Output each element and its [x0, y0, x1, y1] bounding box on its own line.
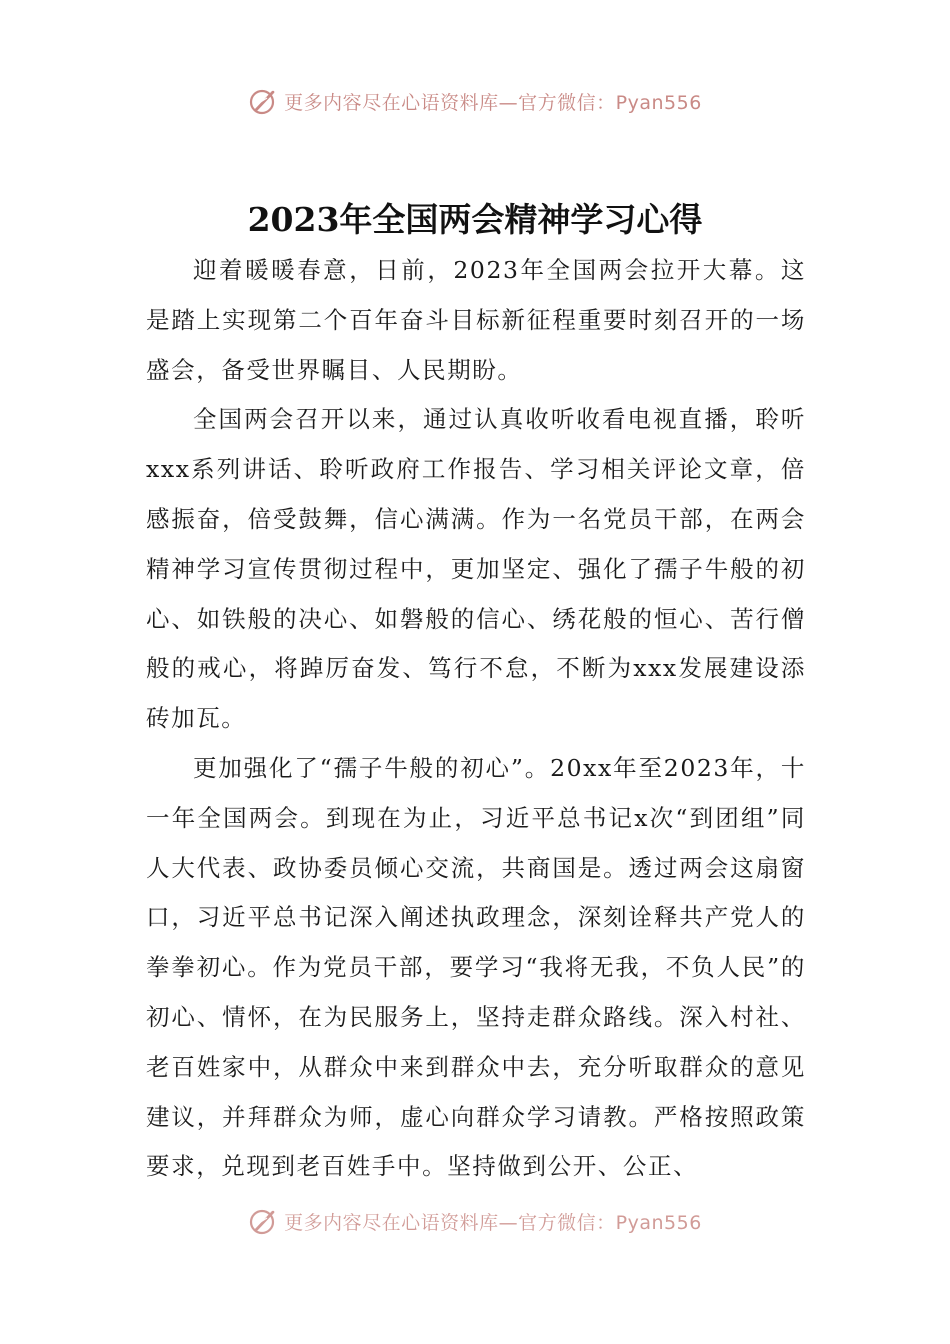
paragraph-3: 更加强化了“孺子牛般的初心”。20xx年至2023年，十一年全国两会。到现在为止，习近平总书记x次“到团组”同人大代表、政协委员倾心交流，共商国是。透过两会这扇窗口，习近平总书记深入阐述执政理念，深刻诠释共产党人的拳拳初心。作为党员干部，要学习“我将无我，不负人民”的初心、情怀，在为民服务上，坚持走群众路线。深入村社、老百姓家中，从群众中来到群众中去，充分听取群众的意见建议，并拜群众为师，虚心向群众学习请教。严格按照政策要求，兑现到老百姓手中。坚持做到公开、公正、: [146, 753, 806, 1181]
document-title: 2023年全国两会精神学习心得: [247, 200, 703, 239]
header-watermark: [0, 86, 950, 116]
document-body: [146, 246, 806, 1192]
paragraph-1: 迎着暖暖春意，日前，2023年全国两会拉开大幕。这是踏上实现第二个百年奋斗目标新征程重要时刻召开的一场盛会，备受世界瞩目、人民期盼。: [146, 256, 806, 384]
paragraph-2: 全国两会召开以来，通过认真收听收看电视直播，聆听xxx系列讲话、聆听政府工作报告、学习相关评论文章，倍感振奋，倍受鼓舞，信心满满。作为一名党员干部，在两会精神学习宣传贯彻过程中，更加坚定、强化了孺子牛般的初心、如铁般的决心、如磐般的信心、绣花般的恒心、苦行僧般的戒心，将踔厉奋发、笃行不怠，不断为xxx发展建设添砖加瓦。: [146, 405, 806, 733]
feather-quill-logo-icon: [248, 1206, 278, 1236]
footer-watermark: [0, 1206, 950, 1236]
watermark-text: 更多内容尽在心语资料库—官方微信：Pyan556: [284, 1211, 702, 1234]
feather-quill-logo-icon: [248, 86, 278, 116]
watermark-text: 更多内容尽在心语资料库—官方微信：Pyan556: [284, 91, 702, 114]
